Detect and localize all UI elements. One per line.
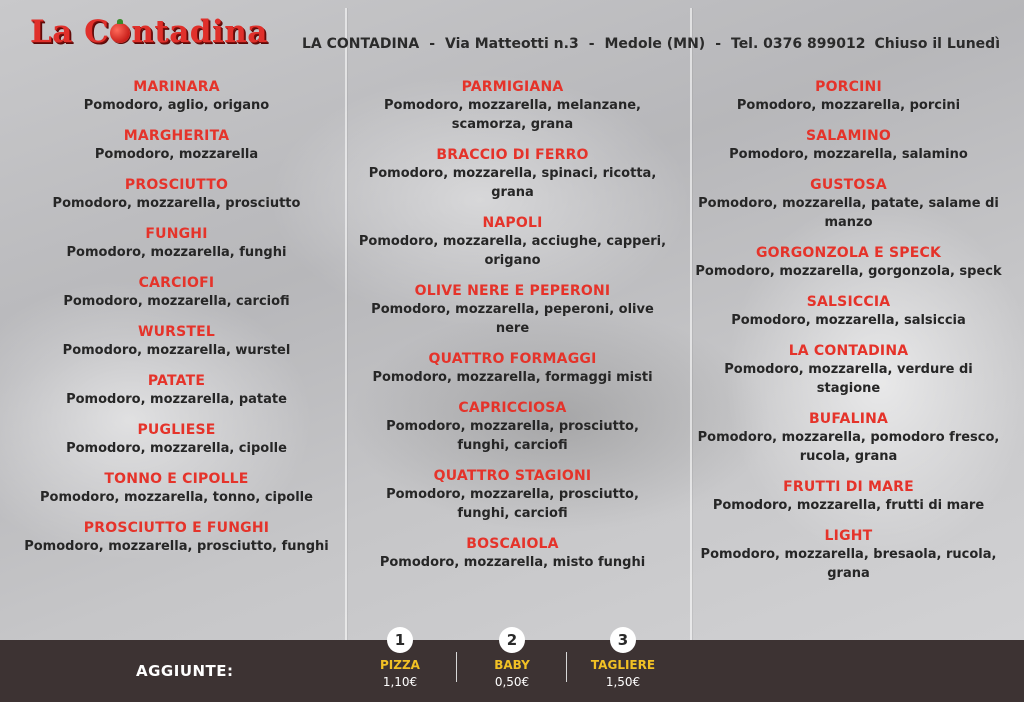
pizza-name: FUNGHI [145,226,208,242]
menu-item [4,372,349,409]
menu-item [4,519,349,556]
pizza-ingredients: Pomodoro, mozzarella, prosciutto, funghi, carciofi [386,487,639,521]
separator: - [588,36,595,52]
addons-bar [0,631,1024,702]
pizza-ingredients: Pomodoro, mozzarella, prosciutto, funghi, carciofi [386,419,639,453]
menu-item [676,176,1021,232]
pizza-ingredients: Pomodoro, mozzarella, melanzane, scamorza, grana [384,98,641,132]
pizza-ingredients: Pomodoro, mozzarella, spinaci, ricotta, grana [368,166,657,200]
pizza-name: CAPRICCIOSA [458,400,567,416]
menu-item [4,470,349,507]
pizza-ingredients: Pomodoro, mozzarella, salsiccia [731,313,966,328]
menu-item [4,176,349,213]
divider [456,652,457,682]
menu-column-right [676,78,1021,595]
pizza-name: SALSICCIA [806,294,891,310]
pizza-ingredients: Pomodoro, mozzarella, misto funghi [379,555,646,570]
header [0,0,1024,80]
menu-item [4,225,349,262]
pizza-ingredients: Pomodoro, mozzarella [94,147,259,162]
pizza-name: QUATTRO FORMAGGI [428,351,597,367]
pizza-name: FRUTTI DI MARE [783,479,914,495]
pizza-ingredients: Pomodoro, mozzarella, carciofi [63,294,290,309]
pizza-ingredients: Pomodoro, mozzarella, prosciutto, funghi [24,539,329,554]
pizza-ingredients: Pomodoro, mozzarella, formaggi misti [372,370,653,385]
address: Via Matteotti n.3 [445,36,579,52]
menu-item [340,146,685,202]
pizza-ingredients: Pomodoro, mozzarella, bresaola, rucola, grana [700,547,997,581]
pizza-name: TONNO E CIPOLLE [104,471,249,487]
menu-item [676,410,1021,466]
menu-item [340,282,685,338]
pizza-name: MARGHERITA [123,128,230,144]
menu-item [340,214,685,270]
phone: Tel. 0376 899012 [731,36,866,52]
number-badge: 1 [387,627,413,653]
pizza-name: PATATE [147,373,206,389]
pizza-ingredients: Pomodoro, mozzarella, salamino [729,147,968,162]
menu-item [676,78,1021,115]
pizza-name: CARCIOFI [138,275,215,291]
pizza-name: PUGLIESE [137,422,216,438]
pizza-ingredients: Pomodoro, mozzarella, patate [66,392,287,407]
menu-item [340,467,685,523]
pizza-ingredients: Pomodoro, mozzarella, gorgonzola, speck [695,264,1002,279]
pizza-name: OLIVE NERE E PEPERONI [414,283,611,299]
pizza-ingredients: Pomodoro, mozzarella, acciughe, capperi, origano [358,234,667,268]
pizza-ingredients: Pomodoro, mozzarella, tonno, cipolle [40,490,313,505]
addon-name: BABY [494,658,530,672]
menu-item [4,127,349,164]
addon-name: PIZZA [380,658,420,672]
pizza-name: PROSCIUTTO E FUNGHI [83,520,270,536]
pizza-name: LIGHT [824,528,873,544]
contact-line [302,36,866,52]
addon-price: 0,50€ [494,675,530,689]
pizza-ingredients: Pomodoro, mozzarella, funghi [66,245,287,260]
menu-item [4,78,349,115]
menu-item [4,274,349,311]
menu-item [676,244,1021,281]
pizza-name: BRACCIO DI FERRO [436,147,589,163]
pizza-ingredients: Pomodoro, mozzarella, porcini [736,98,961,113]
pizza-name: GORGONZOLA E SPECK [755,245,942,261]
pizza-name: LA CONTADINA [788,343,909,359]
restaurant-name: LA CONTADINA [302,36,420,52]
pizza-name: PARMIGIANA [461,79,564,95]
pizza-name: SALAMINO [805,128,892,144]
separator: - [715,36,721,52]
menu-item [676,293,1021,330]
menu-item [340,535,685,572]
pizza-name: WURSTEL [137,324,216,340]
menu-item [340,350,685,387]
menu-item [4,421,349,458]
pizza-name: QUATTRO STAGIONI [433,468,592,484]
menu-item [676,478,1021,515]
menu-column-center [340,78,685,584]
menu-item [340,399,685,455]
addons-label: AGGIUNTE: [136,662,234,680]
addon-price: 1,10€ [382,675,418,689]
menu-item [676,342,1021,398]
pizza-ingredients: Pomodoro, mozzarella, pomodoro fresco, rucola, grana [697,430,1000,464]
paper-margin [0,702,1024,724]
menu-column-left [4,78,349,568]
menu-item [676,527,1021,583]
pizza-ingredients: Pomodoro, mozzarella, prosciutto [52,196,301,211]
pizza-ingredients: Pomodoro, mozzarella, patate, salame di manzo [698,196,999,230]
pizza-name: NAPOLI [482,215,543,231]
addon-name: TAGLIERE [590,658,656,672]
pizza-ingredients: Pomodoro, mozzarella, verdure di stagione [724,362,973,396]
pizza-ingredients: Pomodoro, mozzarella, frutti di mare [712,498,985,513]
divider [566,652,567,682]
restaurant-logo: La C ntadina [30,14,268,50]
number-badge: 2 [499,627,525,653]
pizza-ingredients: Pomodoro, mozzarella, peperoni, olive nere [371,302,654,336]
number-badge: 3 [610,627,636,653]
pizza-name: PROSCIUTTO [124,177,229,193]
closing-day: Chiuso il Lunedì [874,36,1000,52]
pizza-name: MARINARA [133,79,220,95]
separator: - [429,36,436,52]
menu-item [340,78,685,134]
menu-item [4,323,349,360]
city: Medole (MN) [604,36,706,52]
tomato-icon [110,23,130,43]
pizza-ingredients: Pomodoro, aglio, origano [83,98,270,113]
pizza-name: PORCINI [815,79,882,95]
pizza-ingredients: Pomodoro, mozzarella, cipolle [66,441,287,456]
menu-item [676,127,1021,164]
pizza-ingredients: Pomodoro, mozzarella, wurstel [62,343,291,358]
pizza-name: BOSCAIOLA [466,536,559,552]
addon-price: 1,50€ [605,675,641,689]
pizza-name: BUFALINA [808,411,889,427]
pizza-name: GUSTOSA [810,177,887,193]
